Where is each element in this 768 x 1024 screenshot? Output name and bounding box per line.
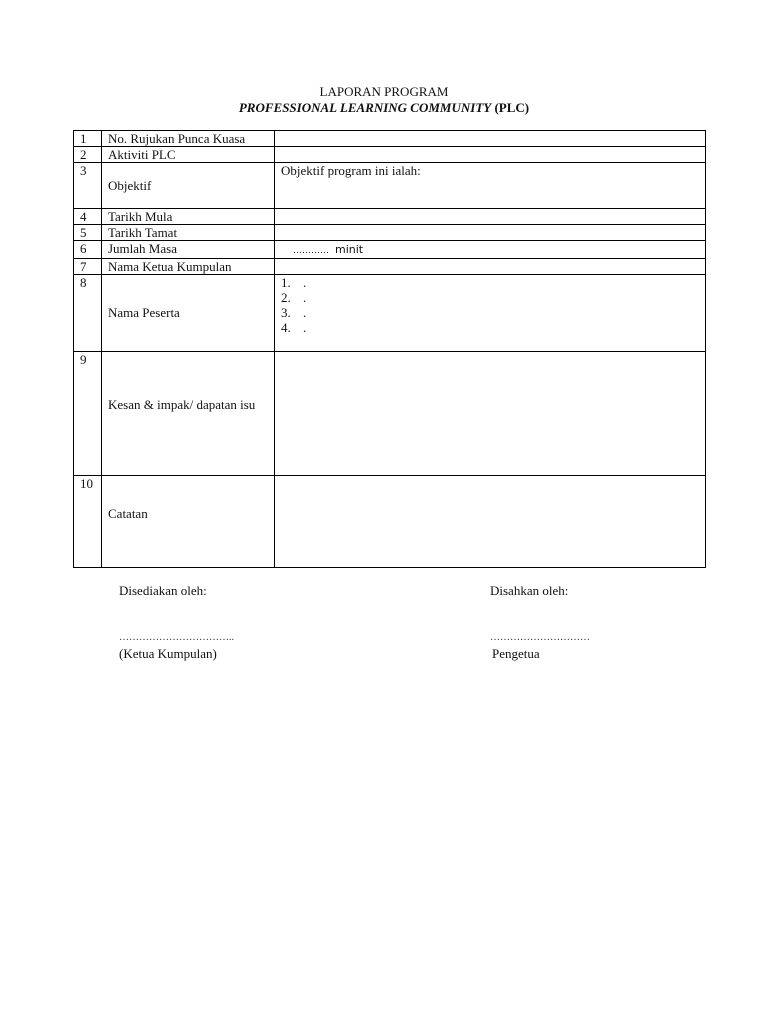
row-number: 9 [74,352,102,476]
duration-unit: minit [335,243,364,256]
row-value-field[interactable] [275,476,706,568]
list-text: . [303,320,307,335]
table-row [74,476,706,568]
table-row [74,131,706,147]
row-label: Objektif [108,178,152,193]
table-row [74,147,706,163]
row-number: 10 [74,476,102,568]
row-value-field[interactable] [275,225,706,241]
list-text: . [303,305,307,320]
row-label-cell [102,275,275,352]
subtitle-suffix: (PLC) [491,100,530,115]
table-row [74,225,706,241]
row-number: 7 [74,259,102,275]
table-row [74,209,706,225]
report-subtitle [0,100,768,116]
list-number: 4. [281,320,291,335]
row-label: No. Rujukan Punca Kuasa [102,131,275,147]
row-value-field[interactable] [275,352,706,476]
list-item [281,305,705,320]
table-row [74,352,706,476]
row-number: 3 [74,163,102,209]
list-item [281,290,705,305]
list-item [281,320,705,335]
report-title: LAPORAN PROGRAM [319,84,449,99]
row-label: Tarikh Tamat [102,225,275,241]
row-number: 8 [74,275,102,352]
list-number: 2. [281,290,291,305]
subtitle-italic: PROFESSIONAL LEARNING COMMUNITY [238,100,492,115]
row-value-field[interactable] [275,209,706,225]
row-label: Aktiviti PLC [102,147,275,163]
participant-list [281,275,705,335]
approved-by-signature-line[interactable]: ………………………… [490,632,590,643]
row-label: Tarikh Mula [102,209,275,225]
row-label-cell [102,476,275,568]
report-table [73,130,706,568]
table-row [74,275,706,352]
row-value-field[interactable]: Objektif program ini ialah: [275,163,706,209]
list-number: 3. [281,305,291,320]
prepared-by-signature-line[interactable]: …………………………….. [119,632,234,643]
row-label: Jumlah Masa [102,241,275,259]
table-row [74,163,706,209]
row-label-cell [102,163,275,209]
list-item [281,275,705,290]
row-number: 4 [74,209,102,225]
list-text: . [303,275,307,290]
approved-by-label: Disahkan oleh: [490,583,569,598]
row-number: 1 [74,131,102,147]
row-value-field[interactable] [275,147,706,163]
row-label: Catatan [108,506,148,521]
list-text: . [303,290,307,305]
row-label-cell [102,352,275,476]
row-number: 6 [74,241,102,259]
row-label: Nama Ketua Kumpulan [102,259,275,275]
row-number: 2 [74,147,102,163]
row-value-field[interactable] [275,131,706,147]
row-value-field[interactable] [275,241,706,259]
row-number: 5 [74,225,102,241]
approved-by-role: Pengetua [492,646,540,661]
participant-list-field[interactable] [275,275,706,352]
row-label: Kesan & impak/ dapatan isu [108,397,256,412]
prepared-by-label: Disediakan oleh: [119,583,207,598]
row-value-field[interactable] [275,259,706,275]
row-label: Nama Peserta [108,305,180,320]
list-number: 1. [281,275,291,290]
table-row [74,241,706,259]
duration-dots: ………… [293,245,329,255]
prepared-by-role: (Ketua Kumpulan) [119,646,217,661]
table-row [74,259,706,275]
